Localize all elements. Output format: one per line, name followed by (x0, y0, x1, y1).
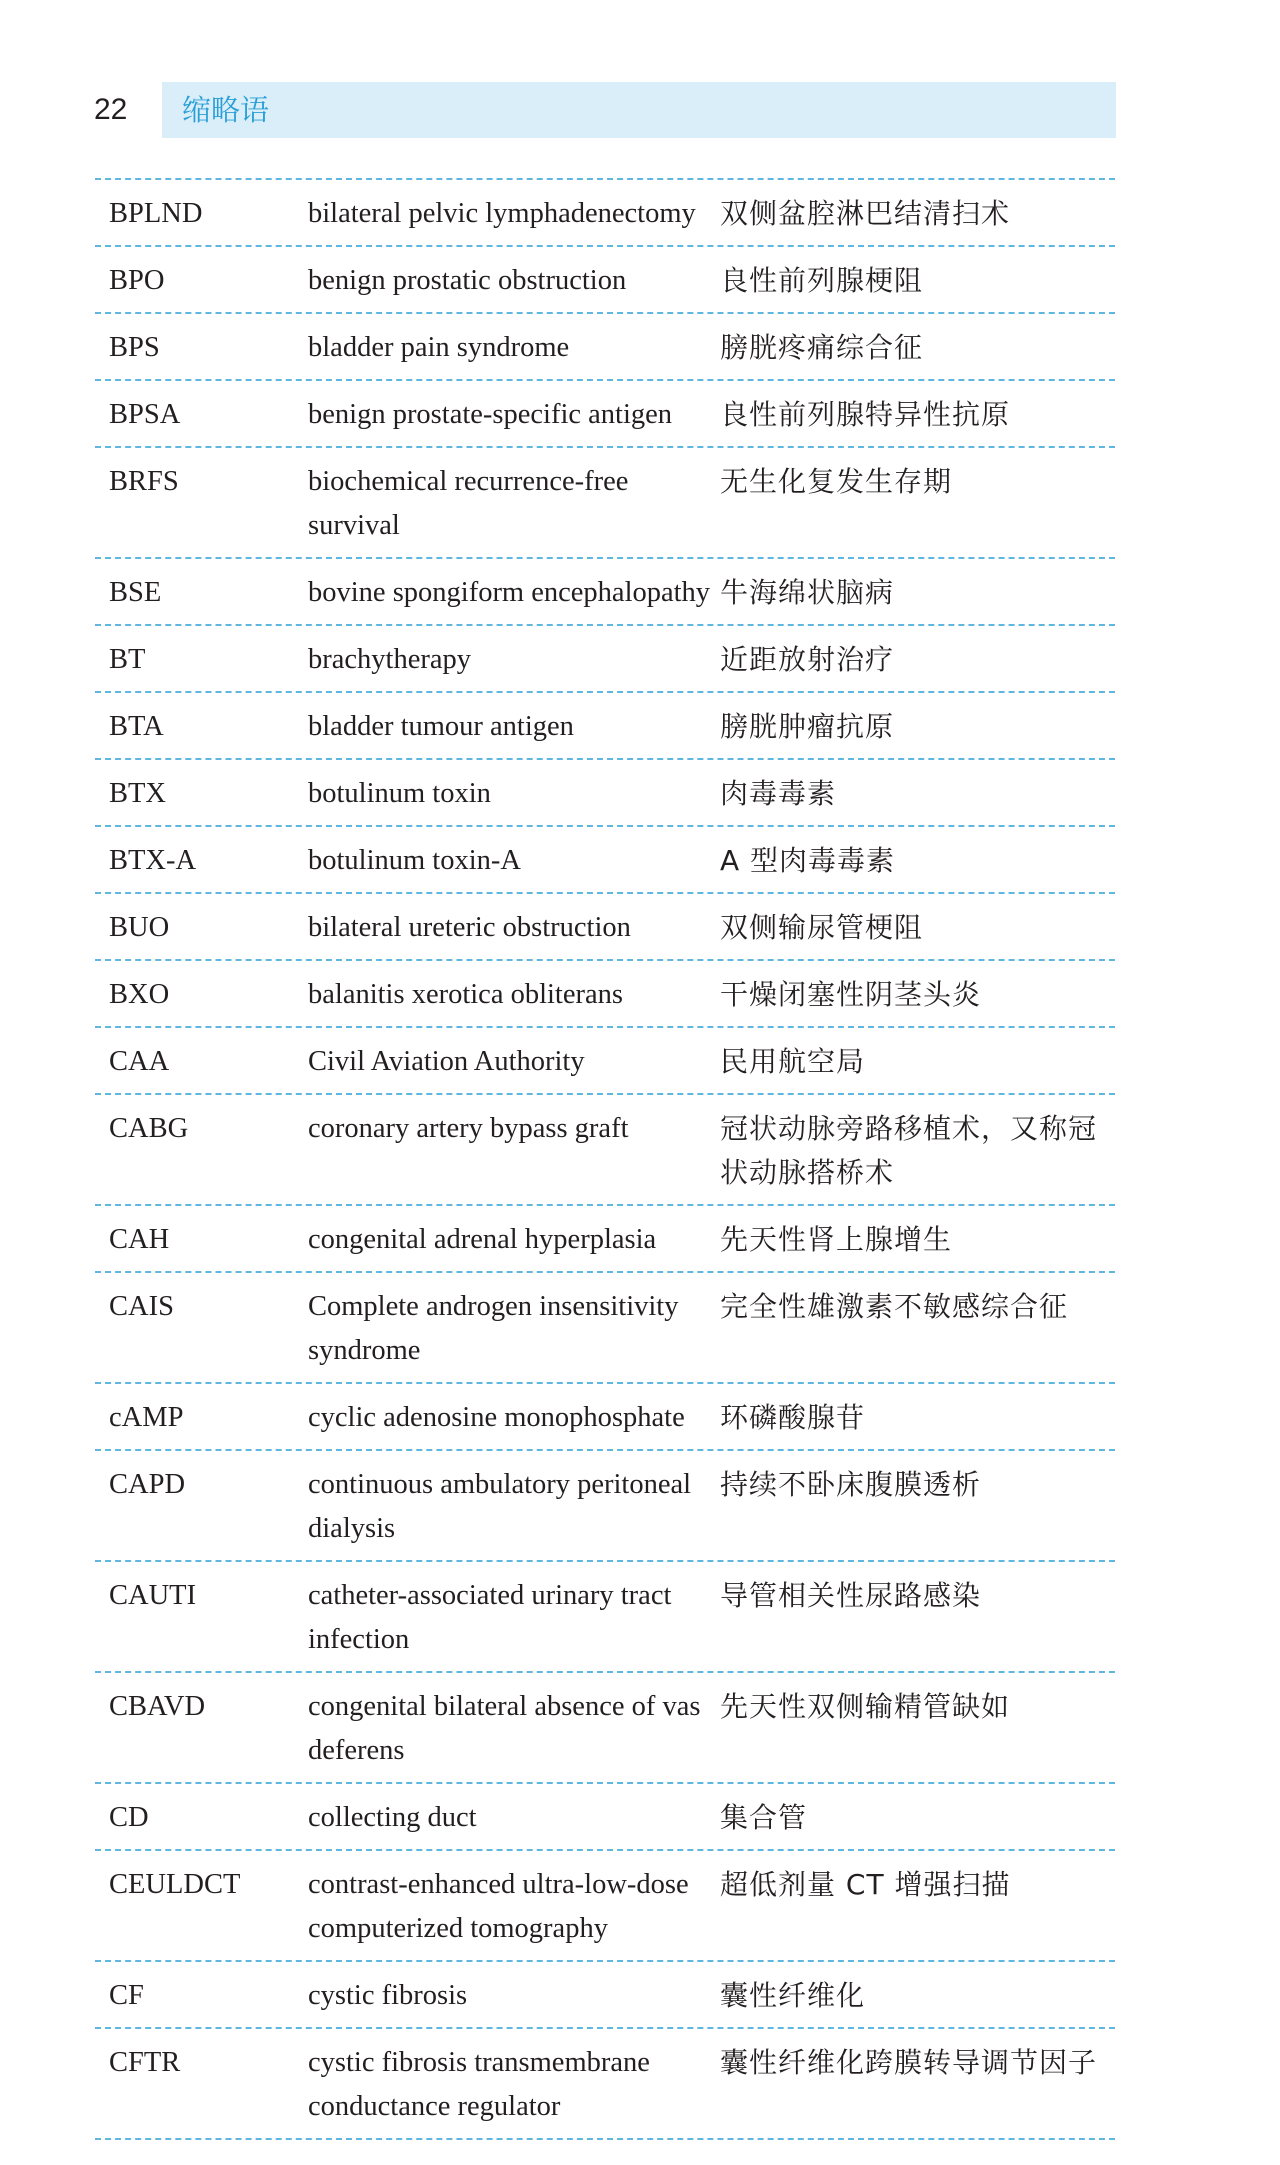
abbreviation: BTX-A (109, 845, 197, 876)
abbreviation: CAPD (109, 1469, 186, 1500)
table-row (95, 1962, 1115, 2029)
english-term: coronary artery bypass graft (308, 1113, 629, 1144)
abbreviation: BRFS (109, 466, 179, 497)
english-term: catheter-associated urinary tract infection (308, 1580, 672, 1655)
chinese-term: 完全性雄激素不敏感综合征 (720, 1290, 1069, 1323)
english-term: botulinum toxin (308, 778, 491, 809)
abbreviation: BPLND (109, 198, 203, 229)
abbreviation: CBAVD (109, 1691, 206, 1722)
chinese-term: 肉毒毒素 (720, 777, 837, 810)
table-row (95, 1784, 1115, 1851)
english-term: collecting duct (308, 1802, 477, 1833)
table-row (95, 247, 1115, 314)
page-header (92, 82, 1116, 138)
english-term: biochemical recurrence-free survival (308, 466, 629, 541)
abbreviation: BTA (109, 711, 164, 742)
abbreviation: BPS (109, 332, 160, 363)
english-term: bladder tumour antigen (308, 711, 574, 742)
table-row (95, 559, 1115, 626)
abbreviation: BUO (109, 912, 170, 943)
table-row (95, 381, 1115, 448)
english-term: brachytherapy (308, 644, 471, 675)
chinese-term: 民用航空局 (720, 1045, 866, 1078)
abbreviation: CAUTI (109, 1580, 197, 1611)
chinese-term: 良性前列腺梗阻 (720, 264, 924, 297)
chinese-term: 膀胱肿瘤抗原 (720, 710, 895, 743)
english-term: congenital adrenal hyperplasia (308, 1224, 657, 1255)
chinese-term: 囊性纤维化 (720, 1979, 866, 2012)
abbreviation: CFTR (109, 2047, 181, 2078)
chinese-term: 近距放射治疗 (720, 643, 895, 676)
english-term: botulinum toxin-A (308, 845, 521, 876)
table-row (95, 894, 1115, 961)
english-term: cystic fibrosis (308, 1980, 468, 2011)
table-row (95, 693, 1115, 760)
table-row (95, 1028, 1115, 1095)
english-term: benign prostate-specific antigen (308, 399, 673, 430)
english-term: continuous ambulatory peritoneal dialysis (308, 1469, 692, 1544)
chinese-term: 双侧盆腔淋巴结清扫术 (720, 197, 1011, 230)
chinese-term: 双侧输尿管梗阻 (720, 911, 924, 944)
abbreviation: CD (109, 1802, 149, 1833)
chinese-term: 环磷酸腺苷 (720, 1401, 866, 1434)
abbreviation-table (95, 178, 1115, 2140)
header-band (162, 82, 1116, 138)
abbreviation: CF (109, 1980, 144, 2011)
abbreviation: BPSA (109, 399, 181, 430)
english-term: benign prostatic obstruction (308, 265, 627, 296)
table-row (95, 827, 1115, 894)
chinese-term: 先天性肾上腺增生 (720, 1223, 953, 1256)
table-row (95, 1562, 1115, 1673)
abbreviation: BT (109, 644, 146, 675)
table-row (95, 760, 1115, 827)
chinese-term: A 型肉毒毒素 (720, 844, 896, 877)
table-row (95, 1384, 1115, 1451)
english-term: Complete androgen insensitivity syndrome (308, 1291, 679, 1366)
abbreviation: CAH (109, 1224, 170, 1255)
table-row (95, 1673, 1115, 1784)
table-row (95, 626, 1115, 693)
english-term: balanitis xerotica obliterans (308, 979, 623, 1010)
chinese-term: 无生化复发生存期 (720, 465, 953, 498)
section-title: 缩略语 (182, 93, 270, 127)
table-row (95, 1095, 1115, 1206)
english-term: bilateral pelvic lymphadenectomy (308, 198, 696, 229)
chinese-term: 先天性双侧输精管缺如 (720, 1690, 1011, 1723)
english-term: congenital bilateral absence of vas deferens (308, 1691, 701, 1766)
table-row (95, 1206, 1115, 1273)
abbreviation: BSE (109, 577, 162, 608)
chinese-term: 冠状动脉旁路移植术，又称冠状动脉搭桥术 (720, 1112, 1098, 1189)
abbreviation: cAMP (109, 1402, 184, 1433)
table-row (95, 1851, 1115, 1962)
chinese-term: 膀胱疼痛综合征 (720, 331, 924, 364)
table-row (95, 1451, 1115, 1562)
table-row (95, 314, 1115, 381)
abbreviation: BPO (109, 265, 165, 296)
page-number: 22 (94, 93, 128, 126)
table-row (95, 2029, 1115, 2140)
english-term: Civil Aviation Authority (308, 1046, 585, 1077)
chinese-term: 牛海绵状脑病 (720, 576, 895, 609)
table-row (95, 180, 1115, 247)
chinese-term: 良性前列腺特异性抗原 (720, 398, 1011, 431)
chinese-term: 超低剂量 CT 增强扫描 (720, 1868, 1011, 1901)
english-term: bovine spongiform encephalopathy (308, 577, 711, 608)
chinese-term: 囊性纤维化跨膜转导调节因子 (720, 2046, 1098, 2079)
english-term: bladder pain syndrome (308, 332, 570, 363)
table-row (95, 448, 1115, 559)
table-row (95, 1273, 1115, 1384)
chinese-term: 干燥闭塞性阴茎头炎 (720, 978, 982, 1011)
english-term: cyclic adenosine monophosphate (308, 1402, 685, 1433)
english-term: cystic fibrosis transmembrane conductance regulator (308, 2047, 650, 2122)
abbreviation: CAA (109, 1046, 170, 1077)
chinese-term: 持续不卧床腹膜透析 (720, 1468, 982, 1501)
table-row (95, 961, 1115, 1028)
abbreviation: BXO (109, 979, 170, 1010)
abbreviation: BTX (109, 778, 166, 809)
chinese-term: 集合管 (720, 1801, 808, 1834)
abbreviation: CEULDCT (109, 1869, 241, 1900)
english-term: bilateral ureteric obstruction (308, 912, 631, 943)
english-term: contrast-enhanced ultra-low-dose computerized tomography (308, 1869, 689, 1944)
abbreviation: CABG (109, 1113, 189, 1144)
chinese-term: 导管相关性尿路感染 (720, 1579, 982, 1612)
abbreviation: CAIS (109, 1291, 174, 1322)
